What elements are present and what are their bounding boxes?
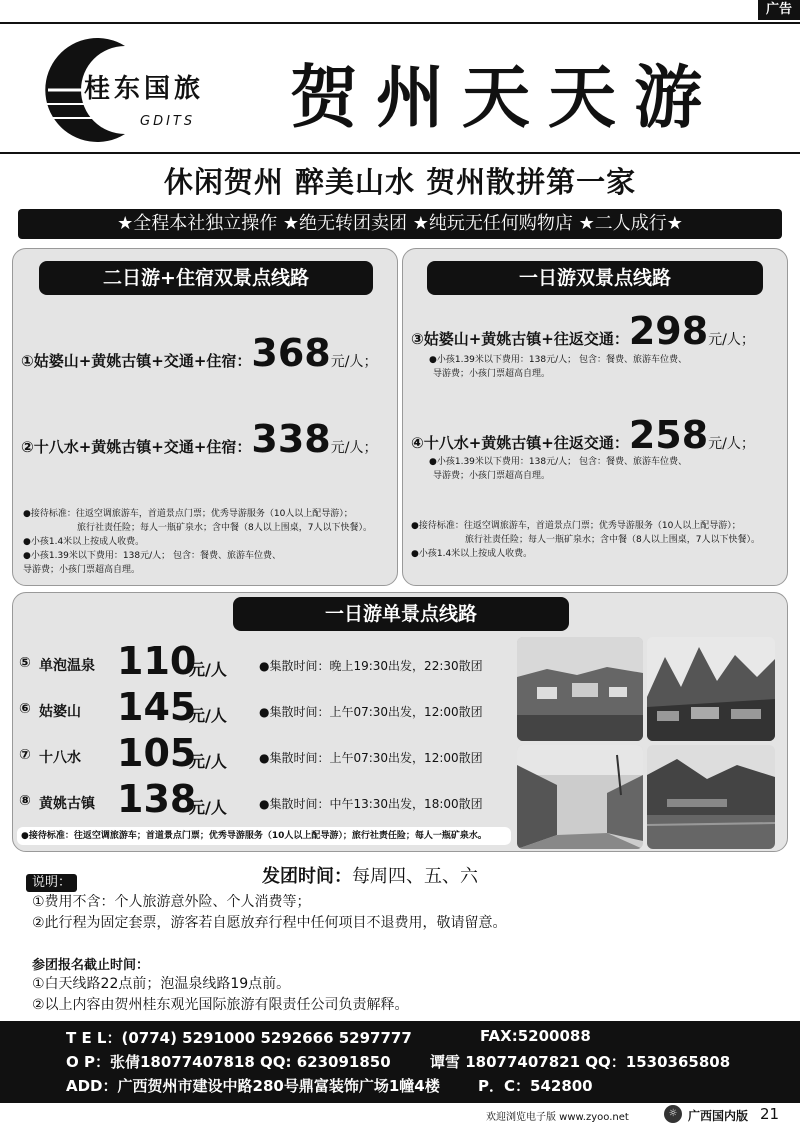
- logo-text: 桂东国旅: [84, 74, 205, 104]
- note-item: ①费用不含：个人旅游意外险、个人消费等；: [32, 894, 311, 910]
- photo-river-bridge: [647, 745, 775, 849]
- tour-price: 110: [117, 639, 197, 683]
- tour-time: ●集散时间：上午07:30出发，12:00散团: [259, 751, 483, 765]
- tour-name: 姑婆山: [39, 704, 81, 720]
- two-day-panel: [12, 248, 398, 586]
- route-price: 258: [628, 413, 709, 457]
- note-line: 旅行社责任险；每人一瓶矿泉水；含中餐（8人以上围桌，7人以下快餐）。: [465, 535, 760, 545]
- route-name: ②十八水+黄姚古镇+交通+住宿：: [21, 438, 252, 456]
- note-line: ●小孩1.4米以上按成人收费。: [411, 549, 533, 559]
- route-4-notes: [429, 455, 687, 483]
- tour-time: ●集散时间：中午13:30出发，18:00散团: [259, 797, 483, 811]
- route-4: [411, 413, 755, 457]
- two-day-title: 二日游+住宿双景点线路: [39, 261, 373, 295]
- route-unit: 元/人；: [708, 332, 755, 348]
- departure-days: 每周四、五、六: [352, 866, 478, 887]
- note-line: 旅行社责任险；每人一瓶矿泉水；含中餐（8人以上围桌，7人以下快餐）。: [77, 523, 372, 533]
- contact-footer: [0, 1021, 800, 1103]
- route-price: 368: [251, 331, 331, 375]
- one-day-double-title: 一日游双景点线路: [427, 261, 763, 295]
- tour-price: 138: [117, 777, 197, 821]
- route-3: [411, 309, 755, 353]
- contact-op1: O P：张倩18077407818 QQ: 623091850: [66, 1053, 391, 1071]
- tour-unit: 元/人: [189, 660, 227, 679]
- contact-fax: FAX:5200088: [480, 1027, 591, 1045]
- contact-address: ADD：广西贺州市建设中路280号鼎富装饰广场1幢4楼: [66, 1077, 440, 1095]
- header: [0, 22, 800, 154]
- tour-unit: 元/人: [189, 752, 227, 771]
- route-2: [21, 417, 377, 461]
- note-line: ●小孩1.39米以下费用：138元/人； 包含：餐费、旅游车位费、: [23, 551, 281, 561]
- tour-time: ●集散时间：上午07:30出发，12:00散团: [259, 705, 483, 719]
- deadline-label: 参团报名截止时间：: [32, 958, 150, 973]
- route-name: ③姑婆山+黄姚古镇+往返交通：: [411, 330, 629, 348]
- note-line: ●接待标准：往返空调旅游车，首道景点门票；优秀导游服务（10人以上配导游）；: [411, 521, 741, 531]
- section-logo-icon: ☼: [664, 1105, 682, 1123]
- logo-subtitle: GDITS: [140, 114, 196, 129]
- tour-name: 黄姚古镇: [39, 796, 95, 812]
- note-line: 导游费；小孩门票超高自理。: [433, 369, 551, 379]
- tour-row: [19, 733, 519, 777]
- tour-row: [19, 641, 519, 685]
- route-3-notes: [429, 353, 687, 381]
- single-spot-panel: [12, 592, 788, 852]
- contact-postcode: P．C：542800: [478, 1077, 593, 1095]
- note-line: ●小孩1.39米以下费用：138元/人； 包含：餐费、旅游车位费、: [429, 355, 687, 365]
- tour-num: ⑥: [19, 701, 31, 717]
- tour-num: ⑦: [19, 747, 31, 763]
- route-price: 298: [628, 309, 709, 353]
- departure: [262, 862, 478, 888]
- tagline: 休闲贺州 醉美山水 贺州散拼第一家: [163, 165, 637, 199]
- two-day-notes: [23, 507, 395, 577]
- one-day-double-panel: [402, 248, 788, 586]
- note-line: ●小孩1.4米以上按成人收费。: [23, 537, 145, 547]
- tour-row: [19, 779, 519, 823]
- route-price: 338: [251, 417, 331, 461]
- bottom-bar: [0, 1104, 800, 1127]
- tour-num: ⑤: [19, 655, 31, 671]
- photo-old-street: [517, 745, 643, 849]
- tour-row: [19, 687, 519, 731]
- tour-unit: 元/人: [189, 706, 227, 725]
- route-1: [21, 331, 377, 375]
- single-spot-title: 一日游单景点线路: [233, 597, 569, 631]
- route-name: ④十八水+黄姚古镇+往返交通：: [411, 434, 629, 452]
- route-name: ①姑婆山+黄姚古镇+交通+住宿：: [21, 352, 252, 370]
- photo-karst-town: [647, 637, 775, 741]
- note-line: ●接待标准：往返空调旅游车，首道景点门票；优秀导游服务（10人以上配导游）；: [23, 509, 353, 519]
- contact-op2: 谭雪 18077407821 QQ：1530365808: [430, 1053, 731, 1071]
- deadline-item: ②以上内容由贺州桂东观光国际旅游有限责任公司负责解释。: [32, 997, 409, 1013]
- tour-time: ●集散时间：晚上19:30出发，22:30散团: [259, 659, 483, 673]
- notes-label: 说明：: [26, 874, 77, 892]
- one-day-double-footnotes: [411, 519, 785, 561]
- note-line: 导游费；小孩门票超高自理。: [23, 565, 141, 575]
- departure-label: 发团时间：: [262, 866, 352, 887]
- route-unit: 元/人；: [330, 440, 378, 456]
- contact-tel: T E L：(0774) 5291000 5292666 5297777: [66, 1029, 412, 1047]
- brand-title: 贺州天天游: [290, 58, 721, 138]
- tour-name: 单泡温泉: [39, 658, 95, 674]
- note-line: 导游费；小孩门票超高自理。: [433, 471, 551, 481]
- page-number: 21: [760, 1105, 780, 1123]
- single-standard: ●接待标准：往返空调旅游车；首道景点门票；优秀导游服务（10人以上配导游）；旅行社责任险；每人一瓶矿泉水。: [17, 827, 511, 845]
- bottom-site: 欢迎浏览电子版 www.zyoo.net: [486, 1112, 629, 1123]
- notes-list: [32, 892, 507, 934]
- tour-num: ⑧: [19, 793, 31, 809]
- tour-name: 十八水: [39, 750, 81, 766]
- ad-label: 广告: [758, 0, 800, 20]
- tour-price: 145: [117, 685, 197, 729]
- features-bar: ★全程本社独立操作 ★绝无转团卖团 ★纯玩无任何购物店 ★二人成行★: [18, 209, 782, 239]
- deadline-item: ①白天线路22点前；泡温泉线路19点前。: [32, 976, 291, 992]
- photo-village: [517, 637, 643, 741]
- note-item: ②此行程为固定套票，游客若自愿放弃行程中任何项目不退费用，敬请留意。: [32, 915, 507, 931]
- note-line: ●小孩1.39米以下费用：138元/人； 包含：餐费、旅游车位费、: [429, 457, 687, 467]
- route-unit: 元/人；: [330, 354, 378, 370]
- deadline-list: [32, 974, 409, 1016]
- tour-price: 105: [117, 731, 197, 775]
- tour-unit: 元/人: [189, 798, 227, 817]
- bottom-section: 广西国内版: [688, 1109, 749, 1123]
- route-unit: 元/人；: [708, 436, 755, 452]
